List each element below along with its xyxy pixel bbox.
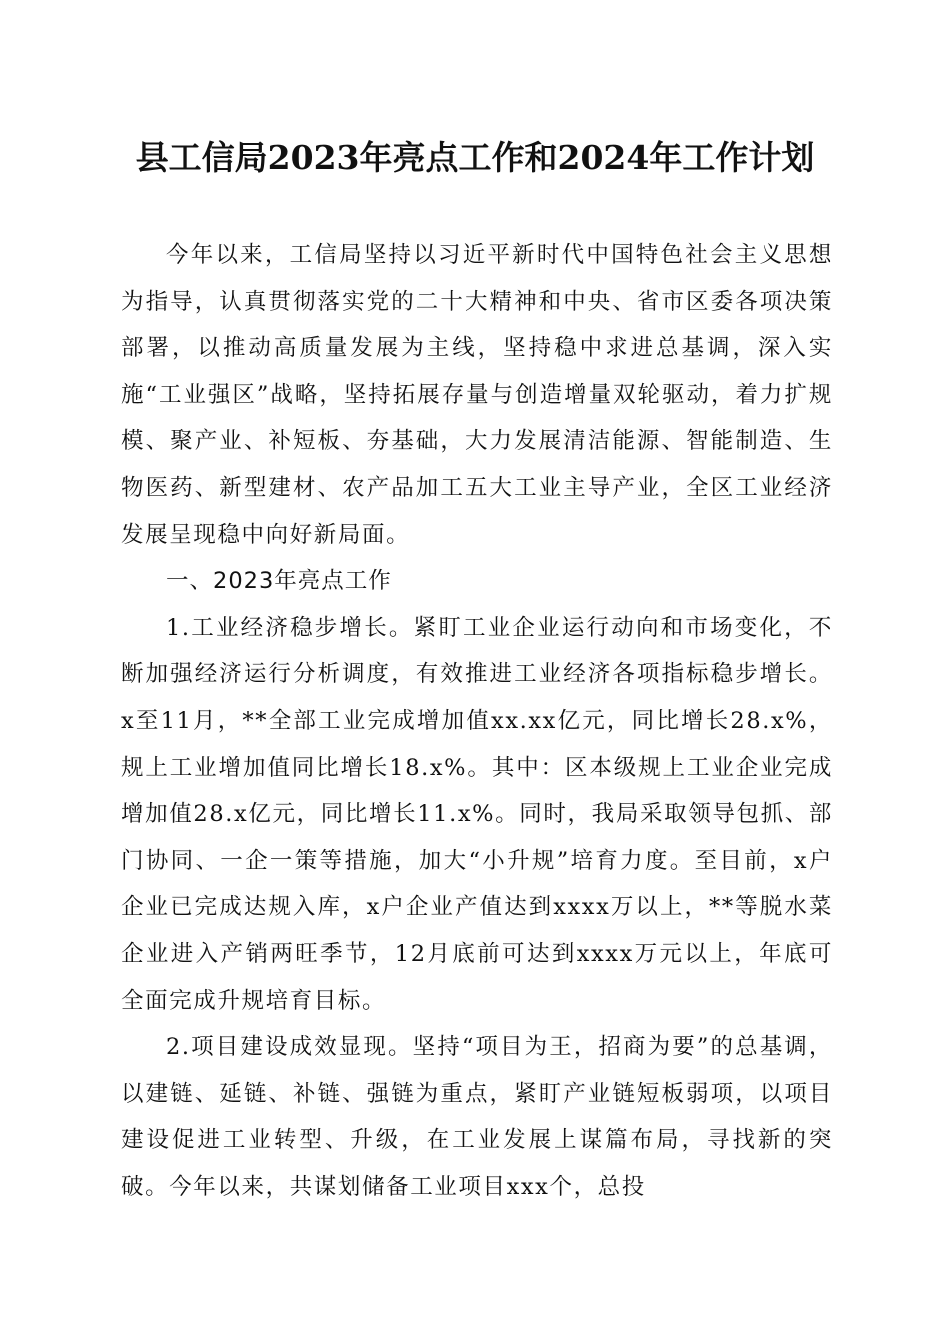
document-body bbox=[121, 232, 833, 1210]
item-paragraph-1: 1.工业经济稳步增长。紧盯工业企业运行动向和市场变化，不断加强经济运行分析调度，有效推进工业经济各项指标稳步增长。x至11月，**全部工业完成增加值xx.xx亿元，同比增长28.x%，规上工业增加值同比增长18.x%。其中：区本级规上工业企业完成增加值28.x亿元，同比增长11.x%。同时，我局采取领导包抓、部门协同、一企一策等措施，加大“小升规”培育力度。至目前，x户企业已完成达规入库，x户企业产值达到xxxx万以上，**等脱水菜企业进入产销两旺季节，12月底前可达到xxxx万元以上，年底可全面完成升规培育目标。 bbox=[121, 614, 833, 1014]
intro-paragraph: 今年以来，工信局坚持以习近平新时代中国特色社会主义思想为指导，认真贯彻落实党的二十大精神和中央、省市区委各项决策部署，以推动高质量发展为主线，坚持稳中求进总基调，深入实施“工业强区”战略，坚持拓展存量与创造增量双轮驱动，着力扩规模、聚产业、补短板、夯基础，大力发展清洁能源、智能制造、生物医药、新型建材、农产品加工五大工业主导产业，全区工业经济发展呈现稳中向好新局面。 bbox=[121, 242, 833, 548]
item-paragraph-2: 2.项目建设成效显现。坚持“项目为王，招商为要”的总基调，以建链、延链、补链、强链为重点，紧盯产业链短板弱项，以项目建设促进工业转型、升级，在工业发展上谋篇布局，寻找新的突破。今年以来，共谋划储备工业项目xxx个，总投 bbox=[121, 1034, 833, 1200]
document-title: 县工信局2023年亮点工作和2024年工作计划 bbox=[135, 138, 815, 177]
section-heading: 一、2023年亮点工作 bbox=[166, 568, 392, 595]
